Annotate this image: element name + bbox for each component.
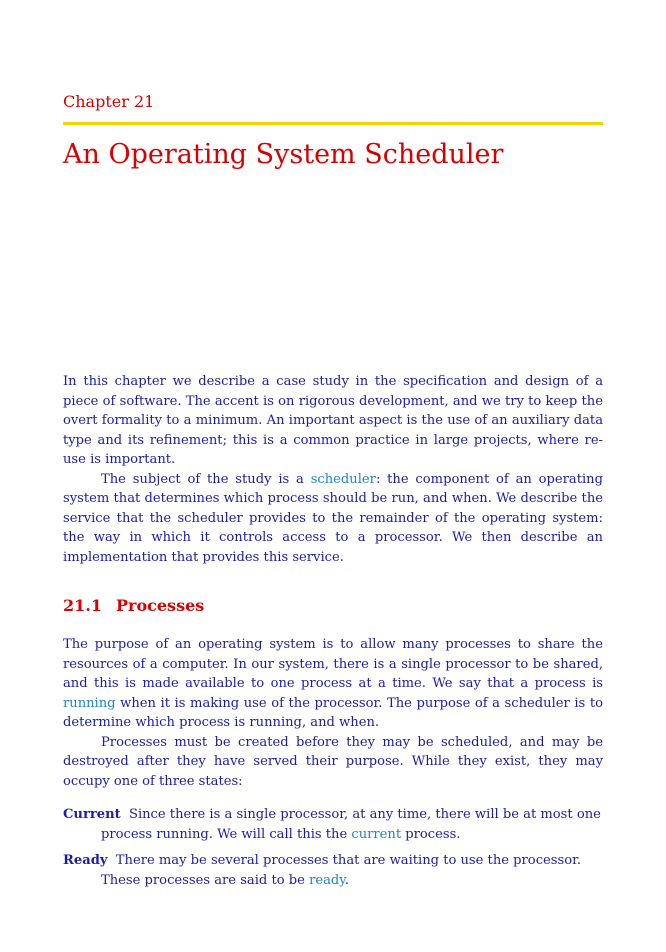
- state-line-1: Since there is a single processor, at any time, there will be at most one: [128, 807, 601, 822]
- state-line-2: [63, 825, 603, 845]
- section-title: Processes: [116, 596, 205, 615]
- section-text: [63, 635, 603, 791]
- term-scheduler: scheduler: [310, 471, 376, 487]
- state-term: Current: [63, 807, 121, 822]
- intro-p2-after: : the component of an operating system that determines which process should be run, and when. We describe the service that the scheduler provides to the remainder of the operating system: the way in which it controls access to a processor. We then describe an implementation that provides this service.: [63, 471, 603, 565]
- section-paragraph-1: [63, 635, 603, 733]
- section-number: 21.1: [63, 596, 102, 615]
- section-p1-before: The purpose of an operating system is to allow many processes to share the resources of a computer. In our system, there is a single processor to be shared, and this is made available to one process at a time. We say that a process is: [63, 637, 603, 691]
- chapter-title: An Operating System Scheduler: [63, 139, 504, 170]
- state-item-ready: [63, 851, 603, 890]
- state-line-2: [63, 871, 603, 891]
- state-line-2-after: process.: [401, 826, 461, 842]
- term-current: current: [351, 826, 402, 842]
- term-ready: ready: [309, 872, 345, 888]
- state-term: Ready: [63, 853, 108, 868]
- state-line-2-before: These processes are said to be: [101, 872, 310, 888]
- state-item-current: [63, 805, 603, 844]
- state-line-2-before: process running. We will call this the: [101, 826, 352, 842]
- chapter-rule: [63, 122, 603, 125]
- intro-paragraph-1: In this chapter we describe a case study in the specification and design of a piece of software. The accent is on rigorous development, and we try to keep the overt formality to a minimum. An important aspect is the use of an auxiliary data type and its refinement; this is a common practice in large projects, where re-use is important.: [63, 374, 603, 467]
- term-running: running: [63, 695, 116, 711]
- state-line-1: There may be several processes that are waiting to use the processor.: [115, 853, 582, 868]
- state-definition-list: [63, 805, 603, 897]
- chapter-label: Chapter 21: [63, 92, 155, 111]
- section-paragraph-2: Processes must be created before they may be scheduled, and may be destroyed after they have served their purpose. While they exist, they may occupy one of three states:: [63, 734, 603, 789]
- section-p1-after: when it is making use of the processor. The purpose of a scheduler is to determine which process is running, and when.: [63, 695, 603, 730]
- intro-p2-before: The subject of the study is a: [101, 471, 311, 487]
- intro-text: [63, 372, 603, 567]
- intro-paragraph-2: [63, 470, 603, 568]
- section-heading: [63, 595, 204, 617]
- state-line-2-after: .: [344, 872, 350, 888]
